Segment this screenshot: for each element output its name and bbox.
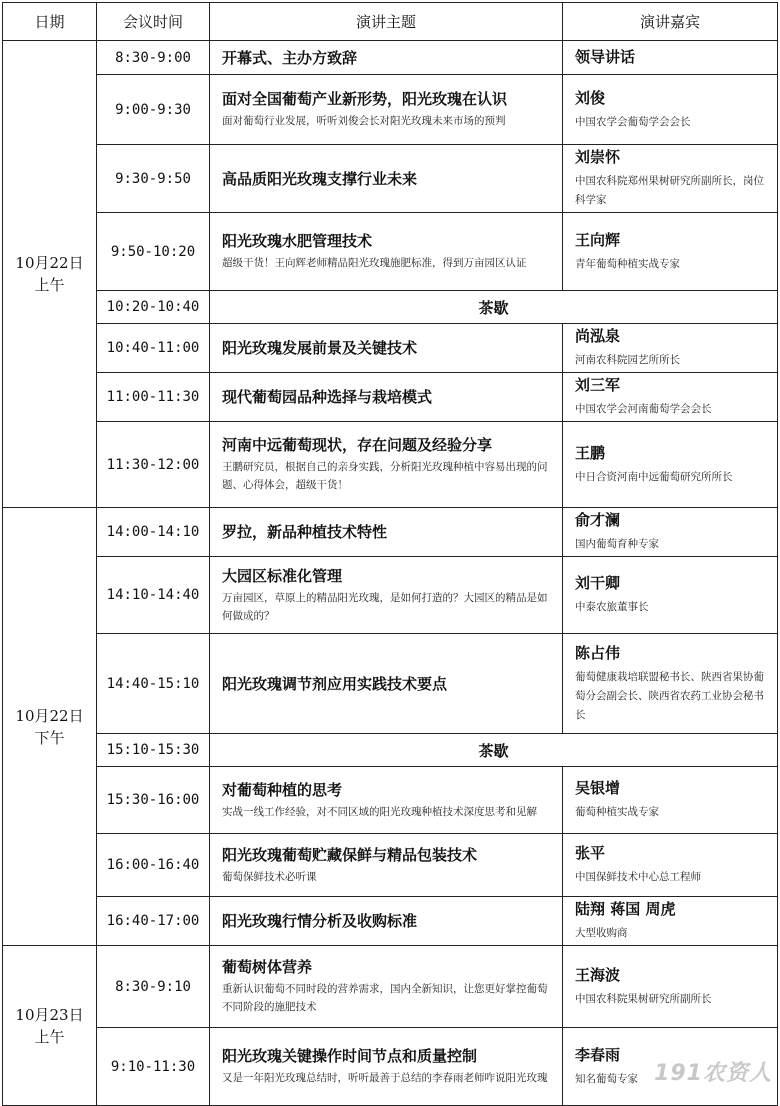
speaker-cell: [563, 324, 778, 373]
header-row: [3, 3, 778, 41]
topic-title: 现代葡萄园品种选择与栽培模式: [222, 388, 433, 406]
session-row: [3, 324, 778, 373]
topic-cell: [210, 557, 563, 634]
tea-break: 茶歇: [210, 734, 778, 767]
topic-description: 面对葡萄行业发展，听听刘俊会长对阳光玫瑰未来市场的预判: [222, 115, 506, 127]
speaker-cell: [563, 145, 778, 213]
speaker-cell: [563, 634, 778, 734]
header-time: 会议时间: [97, 3, 210, 41]
speaker-name: 李春雨: [575, 1045, 621, 1064]
topic-title: 阳光玫瑰发展前景及关键技术: [222, 339, 418, 357]
session-row: [3, 75, 778, 145]
speaker-cell: [563, 75, 778, 145]
topic-title: 对葡萄种植的思考: [222, 780, 343, 799]
speaker-cell: [563, 946, 778, 1028]
topic-cell: [210, 767, 563, 834]
day-label-line: 10月23日: [15, 1005, 84, 1024]
session-row: [3, 557, 778, 634]
session-time: 16:40-17:00: [97, 897, 210, 946]
topic-title: 大园区标准化管理: [222, 566, 343, 585]
session-time: 10:40-11:00: [97, 324, 210, 373]
day-label-line: 下午: [34, 728, 65, 747]
topic-title: 阳光玫瑰关键操作时间节点和质量控制: [222, 1047, 478, 1065]
topic-title: 阳光玫瑰水肥管理技术: [222, 232, 373, 250]
speaker-cell: [563, 213, 778, 291]
header-topic: 演讲主题: [210, 3, 563, 41]
session-time: 15:10-15:30: [97, 734, 210, 767]
speaker-cell: [563, 422, 778, 508]
speaker-cell: [563, 557, 778, 634]
speaker-title: 知名葡萄专家: [575, 1072, 638, 1085]
speaker-name: 刘干卿: [575, 574, 621, 592]
topic-description: 重新认识葡萄不同时段的营养需求，国内全新知识，让您更好掌控葡萄不同阶段的施肥技术: [222, 983, 548, 1013]
speaker-title: 葡萄种植实战专家: [575, 806, 659, 818]
topic-title: 开幕式、主办方致辞: [222, 48, 358, 67]
session-row: [3, 213, 778, 291]
session-time: 10:20-10:40: [97, 291, 210, 324]
speaker-name: 王向辉: [575, 230, 621, 249]
speaker-cell: [563, 897, 778, 946]
speaker-name: 王海波: [575, 965, 621, 984]
speaker-name: 张平: [575, 844, 606, 862]
header-speaker: 演讲嘉宾: [563, 3, 778, 41]
break-row: [3, 291, 778, 324]
session-time: 9:10-11:30: [97, 1028, 210, 1106]
session-row: [3, 634, 778, 734]
speaker-title: 中国农科院果树研究所副所长: [575, 992, 712, 1005]
speaker-title: 大型收购商: [575, 927, 628, 939]
speaker-title: 中国农科院郑州果树研究所副所长，岗位科学家: [575, 175, 764, 206]
session-row: [3, 897, 778, 946]
break-row: [3, 734, 778, 767]
topic-description: 实战一线工作经验，对不同区域的阳光玫瑰种植技术深度思考和见解: [222, 805, 537, 818]
topic-description: 王鹏研究员，根据自己的亲身实践，分析阳光玫瑰种植中容易出现的问题、心得体会，超级干货！: [222, 461, 548, 491]
topic-description: 葡萄保鲜技术必听课: [222, 870, 317, 883]
topic-title: 罗拉，新品种植技术特性: [222, 523, 388, 541]
speaker-name: 吴银增: [575, 779, 621, 797]
session-time: 8:30-9:00: [97, 41, 210, 75]
topic-cell: [210, 834, 563, 897]
speaker-name: 刘俊: [575, 88, 606, 107]
speaker-cell: [563, 508, 778, 557]
topic-cell: [210, 373, 563, 422]
topic-title: 面对全国葡萄产业新形势，阳光玫瑰在认识: [222, 90, 508, 108]
speaker-cell: [563, 41, 778, 75]
day-cell: [3, 946, 97, 1106]
topic-title: 河南中远葡萄现状，存在问题及经验分享: [222, 436, 493, 454]
speaker-name: 领导讲话: [575, 48, 636, 66]
speaker-title: 中泰农旅董事长: [575, 601, 649, 613]
topic-title: 阳光玫瑰调节剂应用实践技术要点: [222, 674, 448, 693]
session-time: 9:30-9:50: [97, 145, 210, 213]
session-row: [3, 508, 778, 557]
topic-cell: [210, 145, 563, 213]
session-time: 11:30-12:00: [97, 422, 210, 508]
topic-description: 万亩园区，草原上的精品阳光玫瑰，是如何打造的？大园区的精品是如何做成的？: [222, 591, 548, 622]
day-label-line: 10月22日: [15, 254, 84, 272]
session-time: 15:30-16:00: [97, 767, 210, 834]
speaker-cell: [563, 834, 778, 897]
session-row: [3, 145, 778, 213]
schedule-body: [3, 41, 778, 1106]
speaker-cell: [563, 373, 778, 422]
session-time: 11:00-11:30: [97, 373, 210, 422]
speaker-title: 国内葡萄育种专家: [575, 538, 659, 550]
day-label-line: 上午: [34, 1027, 65, 1046]
session-time: 9:00-9:30: [97, 75, 210, 145]
speaker-title: 葡萄健康栽培联盟秘书长、陕西省果协葡萄分会副会长、陕西省农药工业协会秘书长: [575, 670, 764, 721]
speaker-title: 中国农学会河南葡萄学会会长: [575, 403, 712, 415]
session-time: 16:00-16:40: [97, 834, 210, 897]
topic-title: 高品质阳光玫瑰支撑行业未来: [222, 169, 418, 188]
session-time: 8:30-9:10: [97, 946, 210, 1028]
topic-cell: [210, 634, 563, 734]
speaker-name: 俞才澜: [575, 511, 621, 529]
speaker-title: 中国农学会葡萄学会会长: [575, 115, 691, 128]
speaker-cell: [563, 767, 778, 834]
speaker-name: 陆翔 蒋国 周虎: [575, 900, 676, 918]
schedule-table: [2, 2, 778, 1106]
topic-cell: [210, 508, 563, 557]
header-date: 日期: [3, 3, 97, 41]
topic-cell: [210, 213, 563, 291]
topic-cell: [210, 75, 563, 145]
speaker-name: 王鹏: [575, 443, 606, 462]
speaker-title: 中日合资河南中远葡萄研究所所长: [575, 470, 733, 483]
topic-cell: [210, 324, 563, 373]
speaker-name: 刘崇怀: [575, 148, 621, 166]
day-label-line: 10月22日: [15, 706, 84, 725]
day-cell: [3, 508, 97, 946]
session-row: [3, 373, 778, 422]
topic-cell: [210, 41, 563, 75]
session-row: [3, 767, 778, 834]
topic-cell: [210, 1028, 563, 1106]
speaker-name: 陈占伟: [575, 643, 621, 662]
topic-description: 超级干货！王向辉老师精品阳光玫瑰施肥标准，得到万亩园区认证: [222, 257, 527, 269]
speaker-title: 青年葡萄种植实战专家: [575, 257, 680, 270]
session-row: [3, 422, 778, 508]
speaker-title: 中国保鲜技术中心总工程师: [575, 871, 701, 883]
speaker-name: 尚泓泉: [575, 327, 621, 345]
topic-description: 又是一年阳光玫瑰总结时，听听最善于总结的李春雨老师咋说阳光玫瑰: [222, 1072, 548, 1084]
topic-cell: [210, 946, 563, 1028]
session-time: 14:10-14:40: [97, 557, 210, 634]
session-time: 14:40-15:10: [97, 634, 210, 734]
tea-break: 茶歇: [210, 291, 778, 324]
topic-title: 葡萄树体营养: [222, 958, 313, 976]
session-time: 14:00-14:10: [97, 508, 210, 557]
day-cell: [3, 41, 97, 508]
speaker-name: 刘三军: [575, 376, 621, 394]
topic-cell: [210, 422, 563, 508]
topic-cell: [210, 897, 563, 946]
speaker-title: 河南农科院园艺所所长: [575, 354, 680, 366]
session-row: [3, 834, 778, 897]
day-label-line: 上午: [34, 276, 65, 294]
session-time: 9:50-10:20: [97, 213, 210, 291]
session-row: [3, 41, 778, 75]
topic-title: 阳光玫瑰葡萄贮藏保鲜与精品包装技术: [222, 845, 478, 864]
session-row: [3, 946, 778, 1028]
watermark-logo: 191农资人: [654, 1061, 772, 1086]
topic-title: 阳光玫瑰行情分析及收购标准: [222, 912, 418, 930]
